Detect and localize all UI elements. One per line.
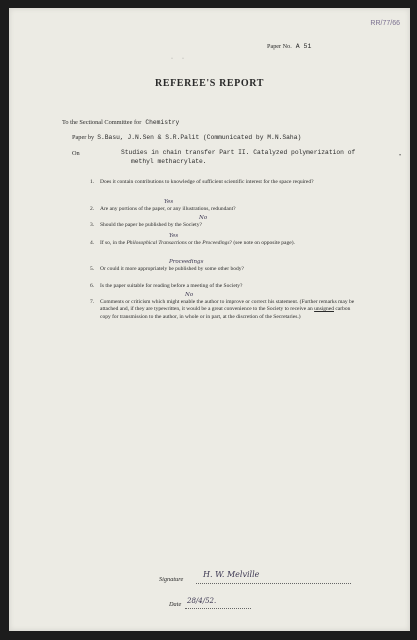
question-3 — [90, 222, 355, 229]
margin-mark: • — [399, 153, 402, 159]
authors-label: Paper by — [72, 134, 95, 141]
question-number: 5. — [90, 266, 95, 272]
authors-value: S.Basu, J.N.Sen & S.R.Palit (Communicated by M.N.Saha) — [97, 134, 302, 141]
paper-number — [267, 43, 311, 50]
on-label: On — [72, 150, 80, 157]
separator-dots: · · — [171, 56, 184, 62]
paper-number-value: A 51 — [295, 43, 312, 50]
question-text — [100, 240, 355, 247]
paper-title-line-2: methyl methacrylate. — [131, 158, 207, 165]
committee-label: To the Sectional Committee for — [62, 119, 142, 126]
authors-line — [72, 134, 301, 141]
document-sheet — [9, 8, 410, 631]
question-text-part: If so, in the — [100, 240, 126, 246]
question-text-part: carbon copy for transmission to the author, in whole or in part, at the discretion of the Secretaries.) — [100, 306, 351, 320]
question-number: 4. — [90, 240, 95, 246]
question-number: 2. — [90, 206, 95, 212]
question-text: Does it contain contributions to knowledge of sufficient scientific interest for the space required? — [100, 179, 314, 185]
question-number: 6. — [90, 283, 95, 289]
question-5 — [90, 266, 355, 273]
paper-title-line-1: Studies in chain transfer Part II. Catalyzed polymerization of — [121, 149, 356, 156]
question-4 — [90, 240, 355, 247]
committee-value: Chemistry — [145, 119, 180, 126]
answer-6-handwritten: No — [185, 292, 194, 298]
answer-2-handwritten: No — [199, 215, 208, 221]
emphasis-word: unsigned — [314, 306, 334, 313]
date-line — [185, 608, 251, 609]
answer-3-handwritten: Yes — [169, 233, 179, 239]
question-2 — [90, 206, 355, 213]
question-text: Should the paper be published by the Society? — [100, 222, 202, 228]
signature-handwritten: H. W. Melville — [203, 570, 260, 579]
answer-1-handwritten: Yes — [164, 199, 174, 205]
question-1 — [90, 179, 355, 186]
question-text-part: Comments or criticism which might enable the author to improve or correct his statement. (Further remarks may be attached and, if they are typewritten, it would be a great convenience to the Society to receive an — [100, 299, 355, 313]
question-text: Are any portions of the paper, or any illustrations, redundant? — [100, 206, 236, 212]
reference-number: RR/77/66 — [370, 20, 400, 27]
question-text-part: or the — [188, 240, 201, 246]
signature-line — [196, 583, 351, 584]
question-6 — [90, 283, 355, 290]
journal-name: Proceedings — [202, 240, 230, 246]
question-text — [100, 299, 355, 321]
question-number: 1. — [90, 179, 95, 185]
answer-4-handwritten: Proceedings — [169, 259, 204, 265]
date-handwritten: 28/4/52. — [187, 597, 217, 605]
date-label: Date — [169, 601, 182, 608]
signature-label: Signature — [159, 576, 184, 583]
committee-line — [62, 119, 179, 126]
question-number: 7. — [90, 299, 95, 305]
question-7 — [90, 299, 355, 321]
journal-name: Philosophical Transactions — [126, 240, 187, 246]
paper-number-label: Paper No. — [267, 43, 292, 50]
page-title: REFEREE'S REPORT — [155, 78, 264, 89]
question-text: Or could it more appropriately be published by some other body? — [100, 266, 244, 272]
question-text: Is the paper suitable for reading before a meeting of the Society? — [100, 283, 243, 289]
question-number: 3. — [90, 222, 95, 228]
question-text-part: ? (see note on opposite page). — [229, 240, 295, 246]
